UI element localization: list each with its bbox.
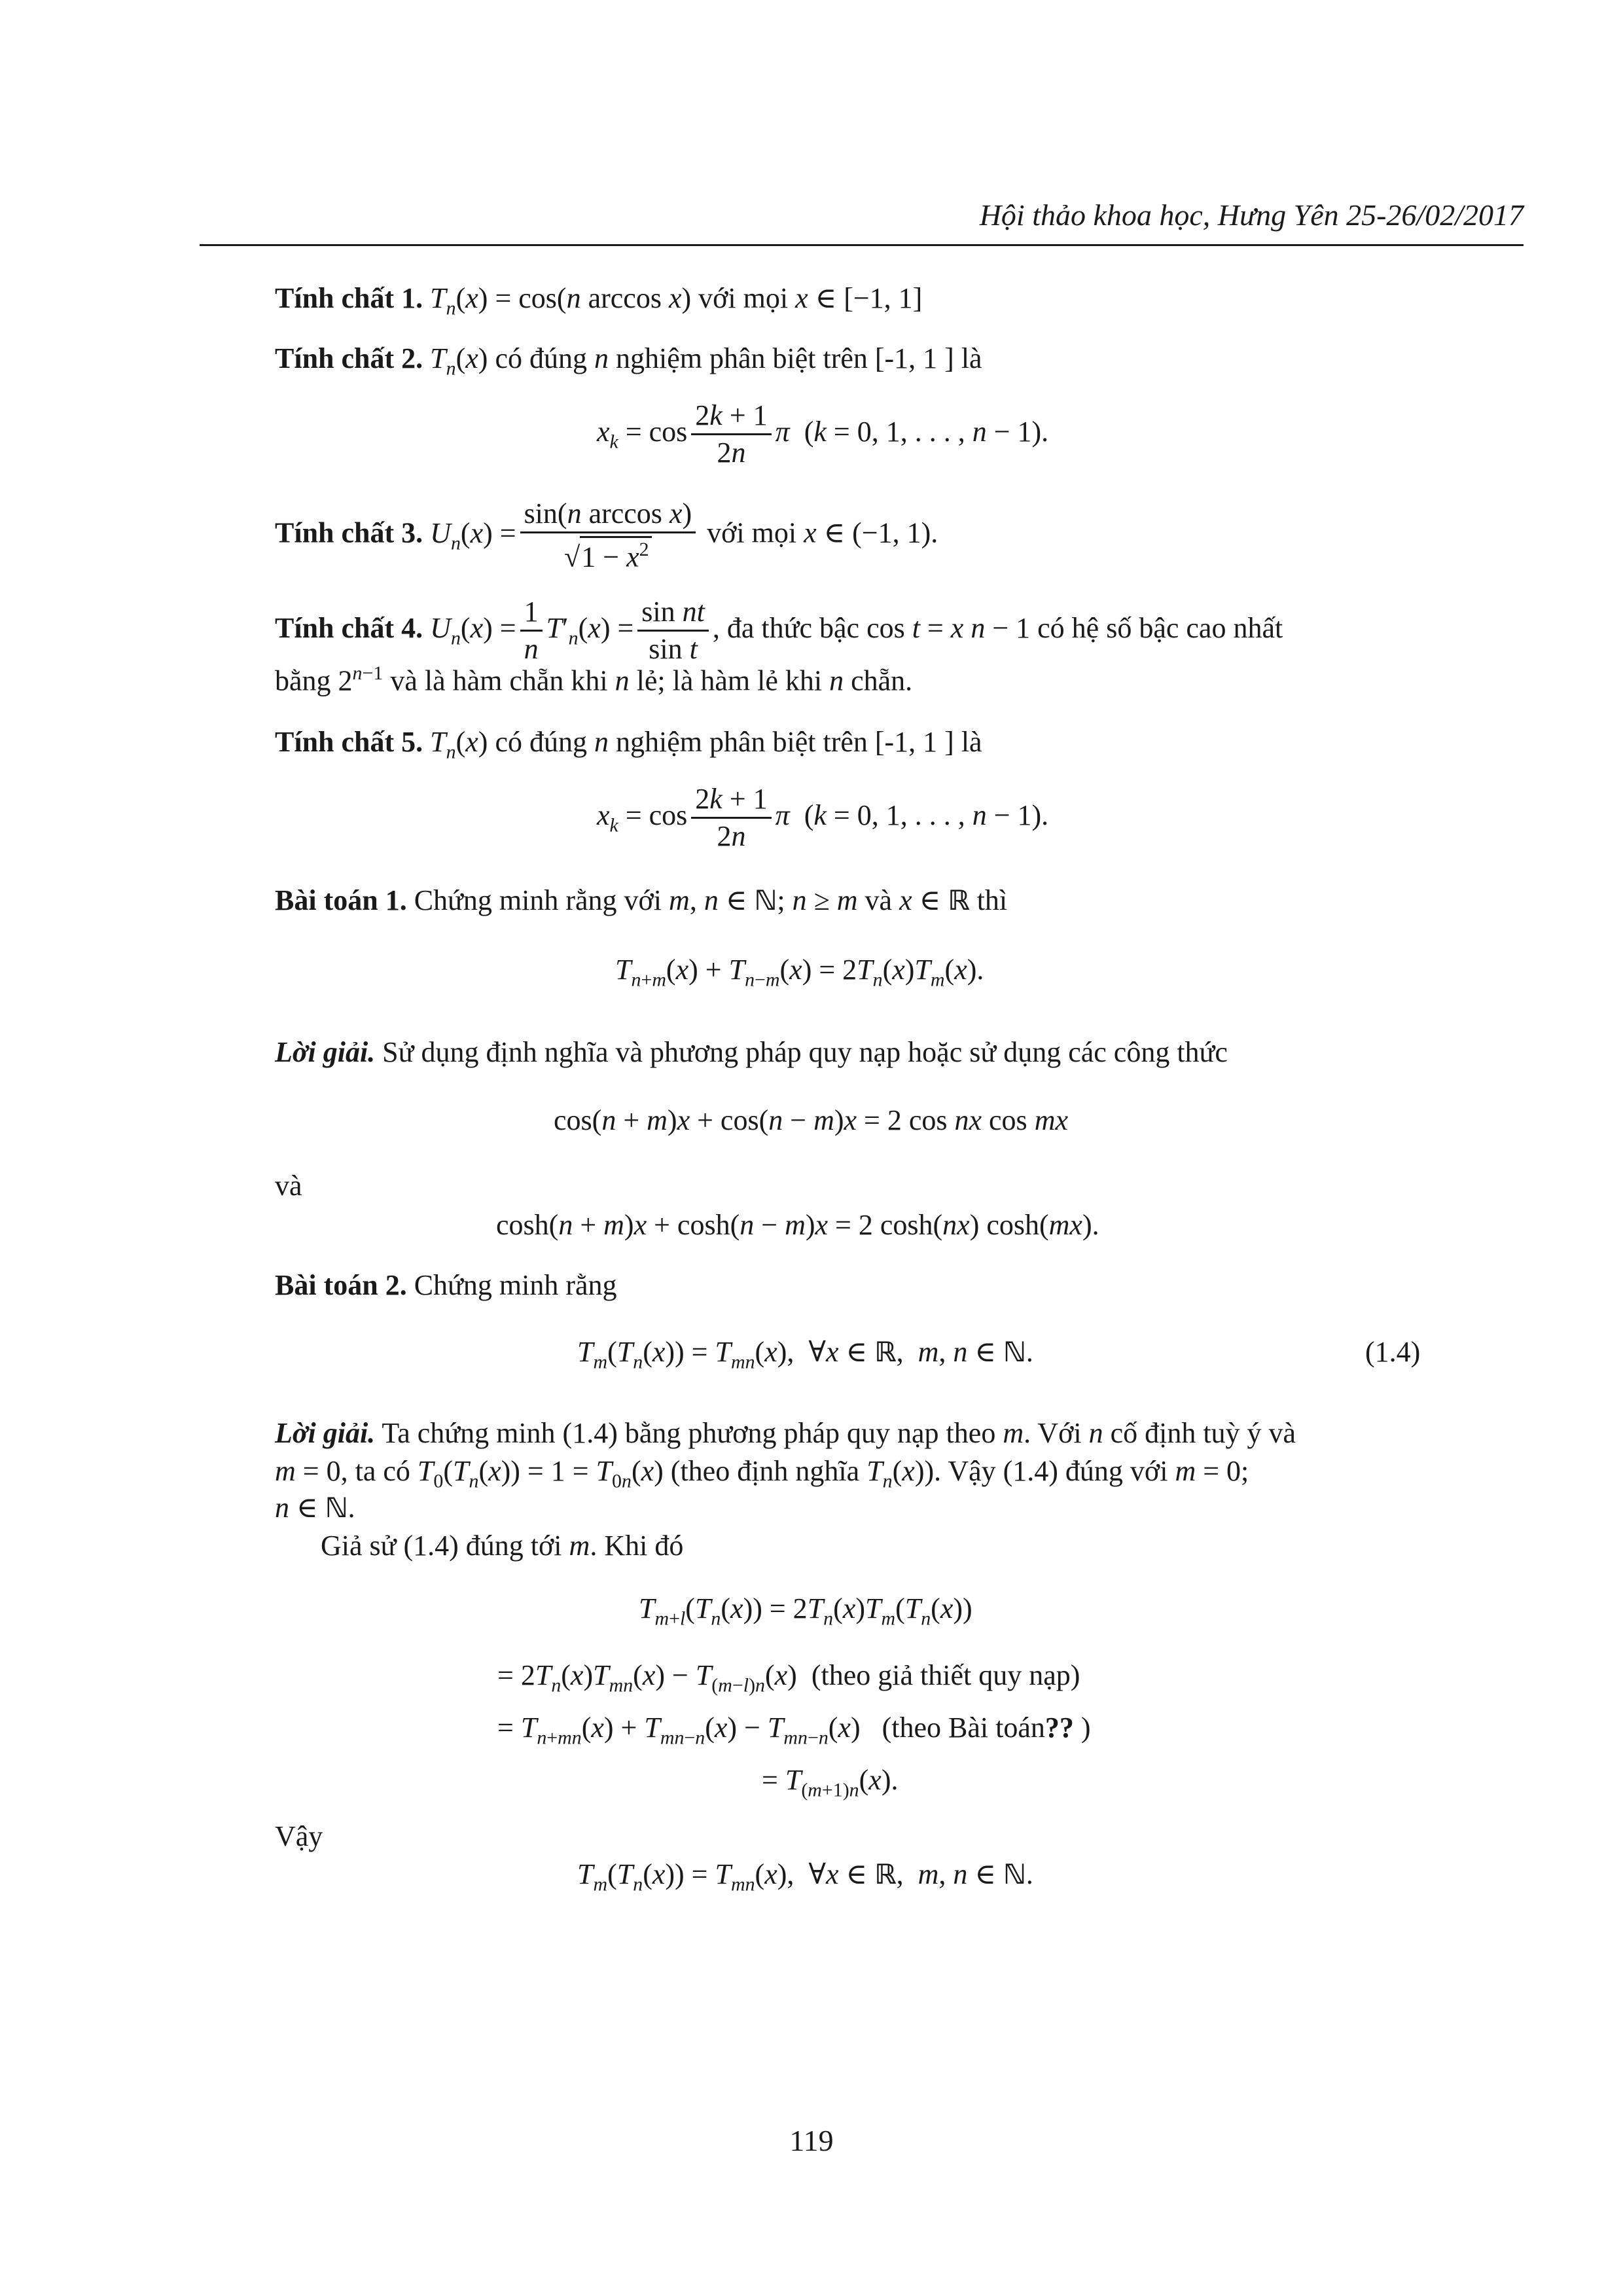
solution-2-line-1: Lời giải. Ta chứng minh (1.4) bằng phương pháp quy nạp theo m. Với n cố định tuỳ ý và (275, 1417, 1296, 1449)
formula-cos-identity: cos(n + m)x + cos(n − m)x = 2 cos nx cos mx (554, 1104, 1068, 1136)
problem-1: Bài toán 1. Chứng minh rằng với m, n ∈ ℕ; n ≥ m và x ∈ ℝ thì (275, 884, 1008, 916)
derivation-line-4: = $T_{(m+1)n}(x)$. (762, 1764, 899, 1801)
equation-number: (1.4) (1365, 1336, 1421, 1368)
solution-2-line-3: n ∈ ℕ. (275, 1492, 355, 1524)
derivation-line-3: = $T_{n+mn}(x) + T_{mn-n}(x) - T_{mn-n}(x)$ (theo Bài toán?? ) (497, 1712, 1091, 1749)
property-4: Tính chất 4. $U_n(x)$ = $\frac{1}{n}$ $T'_n(x)$ = $\frac{\text{sin nt}}{\text{sin t}}$ , đa thức bậc cos t = x n − 1 có hệ số bậc cao nhất (275, 596, 1283, 666)
problem-2: Bài toán 2. Chứng minh rằng (275, 1269, 617, 1301)
solution-2-line-2: m = 0, ta có $T_0(T_n(x)) = 1 = T_{0n}(x)$ (theo định nghĩa $T_n(x)$). Vậy (1.4) đúng với m = 0; (275, 1455, 1249, 1492)
problem-1-label: Bài toán 1. (275, 884, 407, 916)
formula-1-4: $T_m(T_n(x)) = T_{mn}(x)$, ∀x ∈ ℝ, m, n ∈ ℕ. (577, 1336, 1033, 1373)
property-3: Tính chất 3. $U_n(x)$ = $\frac{\text{sin(n arccos x)}}{√1 - x^2}$ với mọi x ∈ (−1, 1). (275, 497, 938, 573)
property-2: Tính chất 2. $T_n(x)$ có đúng n nghiệm phân biệt trên [-1, 1 ] là (275, 342, 982, 380)
derivation-line-1: $T_{m+l}(T_n(x)) = 2T_n(x)T_m(T_n(x))$ (639, 1592, 972, 1630)
therefore-text: Vậy (275, 1820, 323, 1852)
solution-1-label: Lời giải. (275, 1036, 376, 1068)
with-all-text: với mọi (698, 282, 789, 314)
property-4-label: Tính chất 4. (275, 611, 423, 644)
formula-roots-2: $x_k = \cos$ $\frac{2k + 1}{2n}$ π (k = 0, 1, . . . , n − 1). (597, 783, 1049, 853)
header-rule (200, 244, 1524, 246)
page-number: 119 (789, 2124, 834, 2157)
property-5: Tính chất 5. $T_n(x)$ có đúng n nghiệm phân biệt trên [-1, 1 ] là (275, 726, 982, 763)
property-3-label: Tính chất 3. (275, 516, 423, 549)
solution-1: Lời giải. Sử dụng định nghĩa và phương pháp quy nạp hoặc sử dụng các công thức (275, 1036, 1228, 1068)
induction-step: Giả sử (1.4) đúng tới m. Khi đó (321, 1530, 684, 1562)
formula-1-4-conclusion: $T_m(T_n(x)) = T_{mn}(x)$, ∀x ∈ ℝ, m, n ∈ ℕ. (577, 1858, 1033, 1895)
and-text: và (275, 1170, 302, 1202)
property-1-label: Tính chất 1. (275, 282, 423, 314)
problem-2-label: Bài toán 2. (275, 1269, 407, 1301)
property-1: Tính chất 1. $T_n(x) = \cos(n$ arccos x) với mọi x ∈ [−1, 1] (275, 282, 923, 319)
formula-roots-1: $x_k = \cos$ $\frac{2k + 1}{2n}$ π (k = 0, 1, . . . , n − 1). (597, 399, 1049, 469)
running-header: Hội thảo khoa học, Hưng Yên 25-26/02/2017 (979, 198, 1524, 232)
derivation-line-2: = $2T_n(x)T_{mn}(x) - T_{(m-l)n}(x)$ (theo giả thiết quy nạp) (497, 1659, 1080, 1696)
formula-problem-1: $T_{n+m}(x) + T_{n-m}(x) = 2T_n(x)T_m(x)$. (615, 954, 984, 991)
property-4-line-2: bằng $2^{n-1}$ và là hàm chẵn khi n lẻ; là hàm lẻ khi n chẵn. (275, 662, 913, 697)
solution-2-label: Lời giải. (275, 1417, 376, 1449)
property-5-label: Tính chất 5. (275, 726, 423, 758)
formula-cosh-identity: cosh(n + m)x + cosh(n − m)x = 2 cosh(nx) cosh(mx). (496, 1209, 1099, 1241)
property-2-label: Tính chất 2. (275, 342, 423, 374)
